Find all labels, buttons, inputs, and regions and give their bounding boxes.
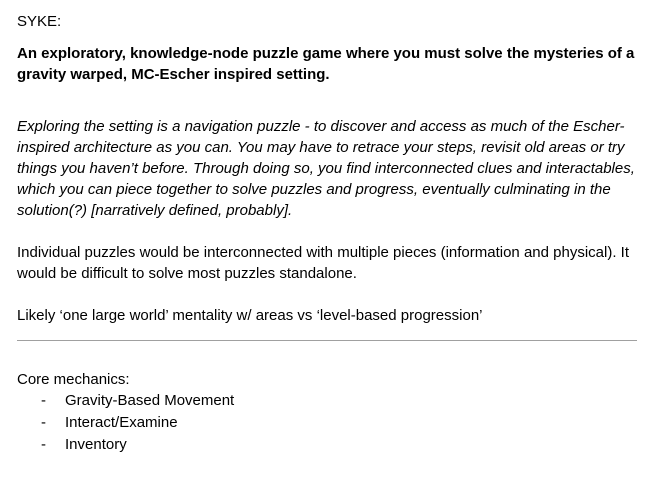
core-mechanics-list [17, 390, 638, 456]
individual-puzzles-paragraph: Individual puzzles would be interconnected with multiple pieces (information and physical). It would be difficult to solve most puzzles standalone. [17, 244, 629, 282]
world-structure-paragraph: Likely ‘one large world’ mentality w/ areas vs ‘level-based progression’ [17, 307, 483, 324]
document-title: SYKE: [17, 13, 62, 30]
list-item [17, 412, 638, 434]
list-item [17, 390, 638, 412]
bullet-dash: - [41, 414, 46, 431]
bullet-dash: - [41, 436, 46, 453]
core-mechanics-heading: Core mechanics: [17, 371, 130, 388]
bullet-dash: - [41, 392, 46, 409]
summary-paragraph: An exploratory, knowledge-node puzzle game where you must solve the mysteries of a gravity warped, MC-Escher inspired setting. [17, 45, 635, 83]
mechanic-label: Gravity-Based Movement [65, 392, 235, 409]
mechanic-label: Interact/Examine [65, 414, 178, 431]
exploration-paragraph: Exploring the setting is a navigation puzzle - to discover and access as much of the Escher-inspired architecture as you can. You may have to retrace your steps, revisit old areas or try things you haven’t before. Through doing so, you find interconnected clues and interactables, which you can piece together to solve puzzles and progress, eventually culminating in the solution(?) [narratively defined, probably]. [17, 118, 635, 219]
list-item [17, 434, 638, 456]
mechanic-label: Inventory [65, 436, 127, 453]
horizontal-divider [17, 340, 637, 341]
